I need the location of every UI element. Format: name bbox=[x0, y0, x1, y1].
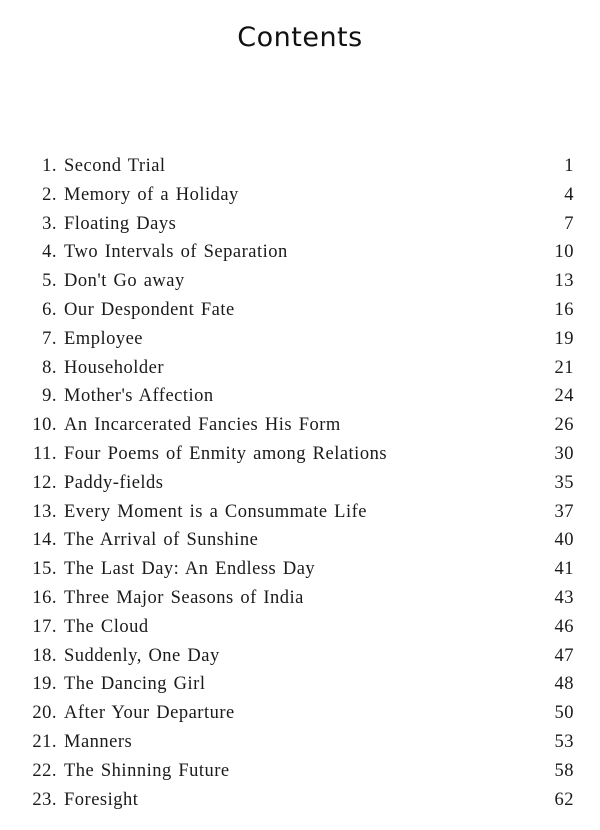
entry-number: 21. bbox=[32, 731, 57, 752]
entry-number: 2. bbox=[42, 184, 57, 205]
entry-title: An Incarcerated Fancies His Form bbox=[64, 415, 341, 436]
entry-page-number: 10 bbox=[554, 242, 574, 263]
entry-title: The Cloud bbox=[64, 616, 149, 637]
entry-title: After Your Departure bbox=[64, 703, 235, 724]
entry-page-number: 47 bbox=[554, 645, 574, 666]
entry-page-number: 35 bbox=[554, 472, 574, 493]
entry-title: The Dancing Girl bbox=[64, 674, 206, 695]
entry-number: 10. bbox=[32, 415, 57, 436]
entry-number: 3. bbox=[42, 213, 57, 234]
toc-entry bbox=[0, 354, 600, 383]
toc-entry bbox=[0, 613, 600, 642]
toc-entry bbox=[0, 469, 600, 498]
entry-number: 9. bbox=[42, 386, 57, 407]
toc-entry bbox=[0, 267, 600, 296]
entry-title: Three Major Seasons of India bbox=[64, 587, 304, 608]
toc-entry bbox=[0, 296, 600, 325]
entry-title: Every Moment is a Consummate Life bbox=[64, 501, 367, 522]
entry-title: Two Intervals of Separation bbox=[64, 242, 288, 263]
toc-entry bbox=[0, 498, 600, 527]
entry-number: 11. bbox=[33, 443, 57, 464]
entry-title: Mother's Affection bbox=[64, 386, 214, 407]
entry-number: 14. bbox=[32, 530, 57, 551]
entry-title: Don't Go away bbox=[64, 271, 185, 292]
toc-entry bbox=[0, 699, 600, 728]
entry-page-number: 48 bbox=[554, 674, 574, 695]
toc-entry bbox=[0, 181, 600, 210]
entry-title: Second Trial bbox=[64, 156, 166, 176]
entry-number: 15. bbox=[32, 559, 57, 580]
entry-page-number: 16 bbox=[554, 299, 574, 320]
toc-entry bbox=[0, 757, 600, 786]
entry-title: Our Despondent Fate bbox=[64, 299, 235, 320]
entry-title: The Shinning Future bbox=[64, 760, 230, 781]
entry-page-number: 53 bbox=[554, 731, 574, 752]
entry-number: 22. bbox=[32, 760, 57, 781]
entry-number: 7. bbox=[42, 328, 57, 349]
entry-page-number: 4 bbox=[564, 184, 574, 205]
toc-entry bbox=[0, 728, 600, 757]
entry-title: Paddy-fields bbox=[64, 472, 164, 493]
entry-page-number: 26 bbox=[554, 415, 574, 436]
entry-title: Employee bbox=[64, 328, 144, 349]
entry-page-number: 21 bbox=[554, 357, 574, 378]
toc-entry bbox=[0, 584, 600, 613]
entry-number: 19. bbox=[32, 674, 57, 695]
entry-page-number: 13 bbox=[554, 271, 574, 292]
entry-number: 16. bbox=[32, 587, 57, 608]
toc-entry bbox=[0, 555, 600, 584]
entry-number: 20. bbox=[32, 703, 57, 724]
entry-number: 12. bbox=[32, 472, 57, 493]
entry-page-number: 37 bbox=[554, 501, 574, 522]
entry-page-number: 24 bbox=[554, 386, 574, 407]
toc-entry bbox=[0, 210, 600, 239]
entry-page-number: 50 bbox=[554, 703, 574, 724]
toc-entry bbox=[0, 642, 600, 671]
entry-number: 23. bbox=[32, 789, 57, 810]
toc-entry bbox=[0, 152, 600, 181]
entry-page-number: 43 bbox=[554, 587, 574, 608]
toc-entry bbox=[0, 382, 600, 411]
entry-title: Manners bbox=[64, 731, 133, 752]
table-of-contents bbox=[0, 152, 600, 814]
entry-page-number: 58 bbox=[554, 760, 574, 781]
entry-title: Suddenly, One Day bbox=[64, 645, 220, 666]
entry-title: Foresight bbox=[64, 789, 139, 810]
entry-number: 5. bbox=[42, 271, 57, 292]
entry-page-number: 40 bbox=[554, 530, 574, 551]
entry-title: The Arrival of Sunshine bbox=[64, 530, 259, 551]
entry-number: 4. bbox=[42, 242, 57, 263]
toc-entry bbox=[0, 670, 600, 699]
toc-entry bbox=[0, 440, 600, 469]
entry-page-number: 1 bbox=[564, 156, 574, 176]
entry-page-number: 41 bbox=[554, 559, 574, 580]
entry-title: Four Poems of Enmity among Relations bbox=[64, 443, 388, 464]
toc-entry bbox=[0, 238, 600, 267]
entry-page-number: 46 bbox=[554, 616, 574, 637]
entry-title: Householder bbox=[64, 357, 165, 378]
toc-entry bbox=[0, 786, 600, 815]
entry-number: 18. bbox=[32, 645, 57, 666]
entry-number: 17. bbox=[32, 616, 57, 637]
entry-number: 6. bbox=[42, 299, 57, 320]
entry-title: Memory of a Holiday bbox=[64, 184, 239, 205]
entry-number: 8. bbox=[42, 357, 57, 378]
page-title: Contents bbox=[237, 22, 363, 53]
entry-page-number: 30 bbox=[554, 443, 574, 464]
entry-number: 1. bbox=[42, 156, 57, 176]
toc-entry bbox=[0, 411, 600, 440]
entry-page-number: 62 bbox=[554, 789, 574, 810]
toc-entry bbox=[0, 526, 600, 555]
entry-title: Floating Days bbox=[64, 213, 177, 234]
entry-page-number: 7 bbox=[564, 213, 574, 234]
entry-page-number: 19 bbox=[554, 328, 574, 349]
entry-number: 13. bbox=[32, 501, 57, 522]
toc-entry bbox=[0, 325, 600, 354]
entry-title: The Last Day: An Endless Day bbox=[64, 559, 316, 580]
